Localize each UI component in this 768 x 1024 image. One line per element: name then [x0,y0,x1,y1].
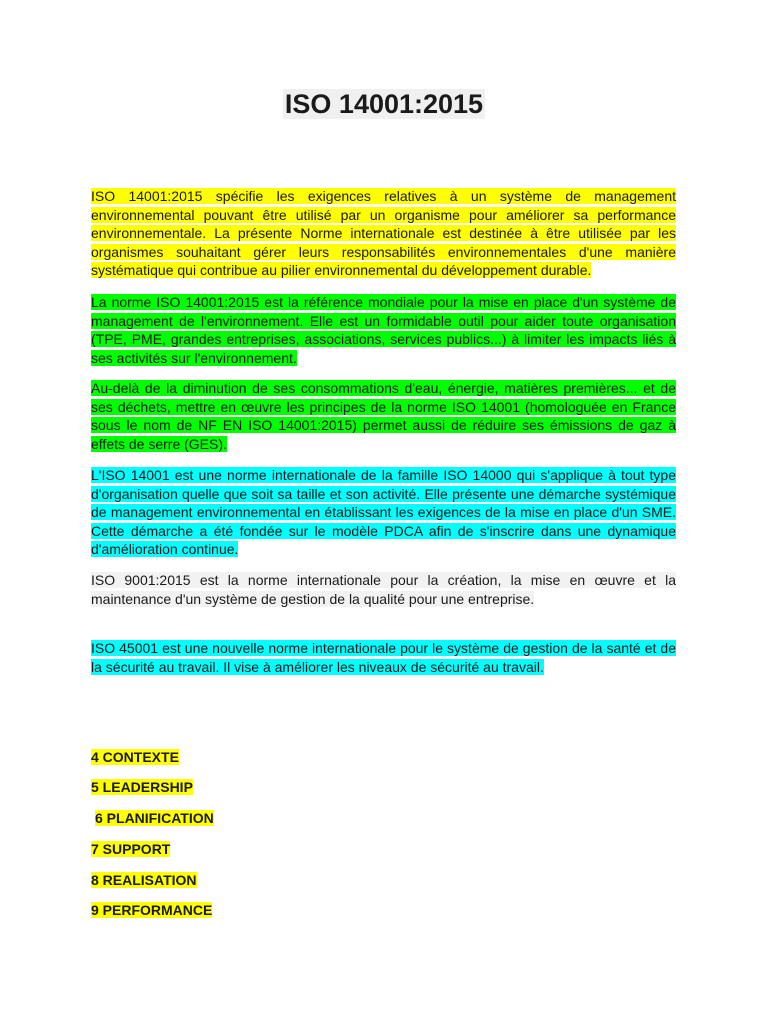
document-title-text: ISO 14001:2015 [284,89,484,119]
section-heading-text: 4 CONTEXTE [91,749,179,765]
section-heading-leadership [91,778,193,796]
section-heading-realisation [91,871,197,889]
paragraph-text: La norme ISO 14001:2015 est la référence mondiale pour la mise en place d'un système de management de l'environnement. Elle est un formidable outil pour aider toute organisation (TPE, PME, grandes entreprises, associations, services publics...) à limiter les impacts liés à ses activités sur l'environnement. [91,294,676,366]
section-heading-text: 6 PLANIFICATION [95,810,214,826]
section-heading-planification [91,809,214,827]
paragraph-iso14001-reference [91,293,676,367]
paragraph-text: Au-delà de la diminution de ses consommations d'eau, énergie, matières premières... et de ses déchets, mettre en œuvre les principes de la norme ISO 14001 (homologuée en France sous le nom de NF EN ISO 14001:2015) permet aussi de réduire ses émissions de gaz à effets de serre (GES). [91,380,676,452]
paragraph-iso9001 [91,571,676,608]
paragraph-text: ISO 9001:2015 est la norme internationale pour la création, la mise en œuvre et la maintenance d'un système de gestion de la qualité pour une entreprise. [91,572,676,607]
paragraph-iso14001-family [91,466,676,559]
section-heading-text: 7 SUPPORT [91,841,171,857]
section-heading-text: 8 REALISATION [91,872,197,888]
section-heading-text: 9 PERFORMANCE [91,902,213,918]
paragraph-iso45001 [91,639,676,676]
section-heading-performance [91,901,212,919]
section-heading-contexte [91,748,179,766]
paragraph-text: ISO 45001 est une nouvelle norme internationale pour le système de gestion de la santé et de la sécurité au travail. Il vise à améliorer les niveaux de sécurité au travail. [91,640,676,675]
section-heading-support [91,840,170,858]
paragraph-text: ISO 14001:2015 spécifie les exigences relatives à un système de management environnemental pouvant être utilisé par un organisme pour améliorer sa performance environnementale. La présente Norme internationale est destinée à être utilisée par les organismes souhaitant gérer leurs responsabilités environnementales d'une manière systématique qui contribue au pilier environnemental du développement durable. [91,188,676,279]
paragraph-iso14001-definition [91,187,676,280]
document-title [0,86,768,122]
paragraph-iso14001-benefits [91,379,676,453]
paragraph-text: L'ISO 14001 est une norme internationale de la famille ISO 14000 qui s'applique à tout type d'organisation quelle que soit sa taille et son activité. Elle présente une démarche systémique de management environnemental en établissant les exigences de la mise en place d'un SME. Cette démarche a été fondée sur le modèle PDCA afin de s'inscrire dans une dynamique d'amélioration continue. [91,467,676,558]
section-heading-text: 5 LEADERSHIP [91,779,193,795]
